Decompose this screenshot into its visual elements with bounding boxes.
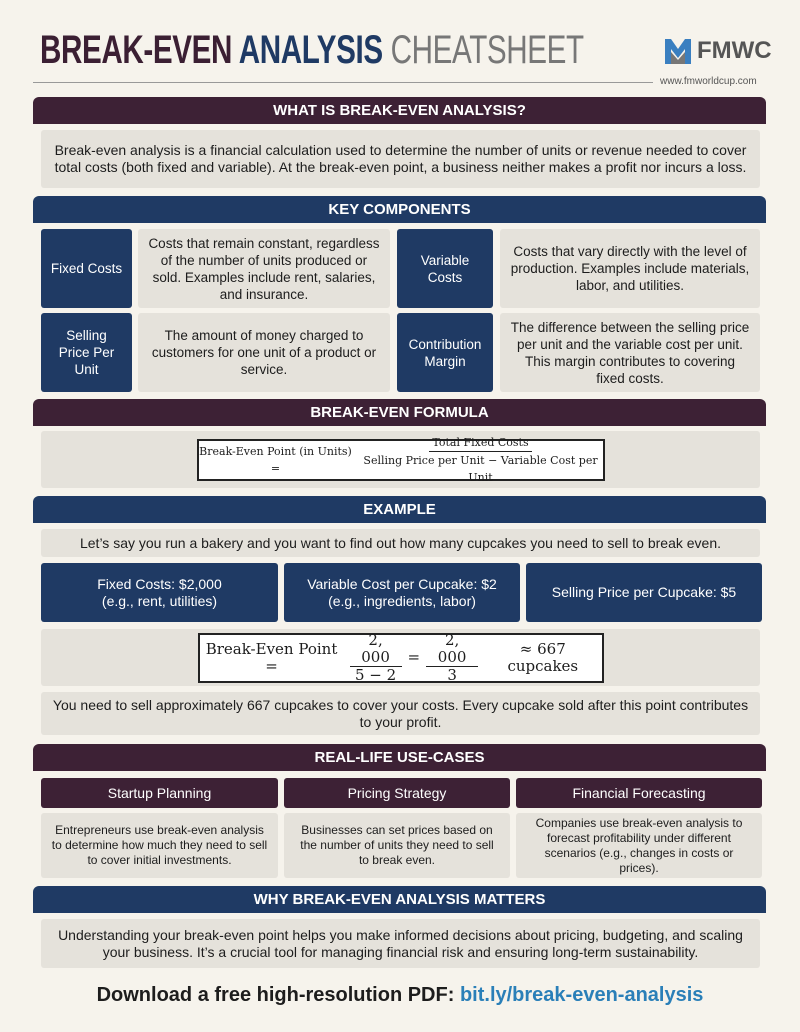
eq-fraction <box>426 632 478 684</box>
usecase-desc: Businesses can set prices based on the number of units they need to sell to break even. <box>284 813 510 878</box>
numerator: 2, 000 <box>350 632 402 667</box>
usecase-desc: Companies use break-even analysis to forecast profitability under different scenarios (e.g., changes in costs or prices). <box>516 813 762 878</box>
example-conclusion: You need to sell approximately 667 cupcakes to cover your costs. Every cupcake sold after this point contributes to your profit. <box>41 692 760 735</box>
box-line: (e.g., rent, utilities) <box>101 592 218 609</box>
numerator: Total Fixed Costs <box>429 434 531 452</box>
usecase-title: Startup Planning <box>41 778 278 808</box>
formula-panel <box>41 431 760 488</box>
box-line: Fixed Costs: $2,000 <box>97 575 222 592</box>
numerator: 2, 000 <box>426 632 478 667</box>
eq-sign: = <box>407 648 421 666</box>
section-heading: WHY BREAK-EVEN ANALYSIS MATTERS <box>33 886 766 913</box>
denominator: 5 − 2 <box>354 665 397 684</box>
title-part: CHEATSHEET <box>390 28 584 72</box>
formula <box>197 435 605 484</box>
divider <box>33 82 653 83</box>
usecase-title: Financial Forecasting <box>516 778 762 808</box>
component-label: Contribution Margin <box>397 313 493 392</box>
download-text: Download a free high-resolution PDF: <box>96 984 455 1006</box>
section-heading: BREAK-EVEN FORMULA <box>33 399 766 426</box>
usecase-title: Pricing Strategy <box>284 778 510 808</box>
download-link[interactable]: bit.ly/break-even-analysis <box>459 984 704 1006</box>
component-desc: Costs that vary directly with the level of production. Examples include materials, labor, and utilities. <box>500 229 760 308</box>
title-part: ANALYSIS <box>238 28 383 72</box>
component-desc: The difference between the selling price per unit and the variable cost per unit. This margin contributes to covering fixed costs. <box>500 313 760 392</box>
example-variable-cost <box>284 563 520 622</box>
section-heading: WHAT IS BREAK-EVEN ANALYSIS? <box>33 97 766 124</box>
example-selling-price <box>526 563 762 622</box>
component-desc: Costs that remain constant, regardless of the number of units produced or sold. Examples include rent, salaries, and insurance. <box>138 229 390 308</box>
eq-fraction <box>350 632 402 684</box>
component-label: Selling Price Per Unit <box>41 313 132 392</box>
download-cta <box>0 984 800 1007</box>
section-heading: EXAMPLE <box>33 496 766 523</box>
box-line: (e.g., ingredients, labor) <box>328 592 476 609</box>
usecase-desc: Entrepreneurs use break-even analysis to determine how much they need to sell to cover initial investments. <box>41 813 278 878</box>
formula-fraction <box>359 434 603 486</box>
logo-text: FMWC <box>697 37 772 64</box>
why-text: Understanding your break-even point helps you make informed decisions about pricing, budgeting, and scaling your business. It’s a crucial tool for managing financial risk and ensuring long-term sustainability. <box>41 919 760 968</box>
page-title <box>40 28 584 73</box>
denominator: Selling Price per Unit − Variable Cost per Unit <box>363 453 598 484</box>
section-heading: REAL-LIFE USE-CASES <box>33 744 766 771</box>
example-fixed-costs <box>41 563 278 622</box>
example-equation <box>198 630 604 684</box>
eq-lhs: Break-Even Point = <box>205 639 338 675</box>
logo <box>663 36 772 66</box>
component-label: Variable Costs <box>397 229 493 308</box>
what-text: Break-even analysis is a financial calculation used to determine the number of units or revenue needed to cover total costs (both fixed and variable). At the break-even point, a business neither makes a profit nor incurs a loss. <box>41 130 760 188</box>
box-line: Selling Price per Cupcake: $5 <box>551 584 737 600</box>
title-part: BREAK-EVEN <box>40 28 233 72</box>
website-url: www.fmworldcup.com <box>660 76 757 87</box>
box-line: Variable Cost per Cupcake: $2 <box>307 575 497 592</box>
component-label: Fixed Costs <box>41 229 132 308</box>
section-heading: KEY COMPONENTS <box>33 196 766 223</box>
fmwc-logo-icon <box>663 36 693 66</box>
formula-lhs: Break-Even Point (in Units) = <box>199 444 352 475</box>
denominator: 3 <box>447 665 457 684</box>
example-intro: Let’s say you run a bakery and you want to find out how many cupcakes you need to sell to break even. <box>41 529 760 557</box>
equation-panel <box>41 629 760 686</box>
eq-result: ≈ 667 cupcakes <box>507 639 579 675</box>
component-desc: The amount of money charged to customers for one unit of a product or service. <box>138 313 390 392</box>
